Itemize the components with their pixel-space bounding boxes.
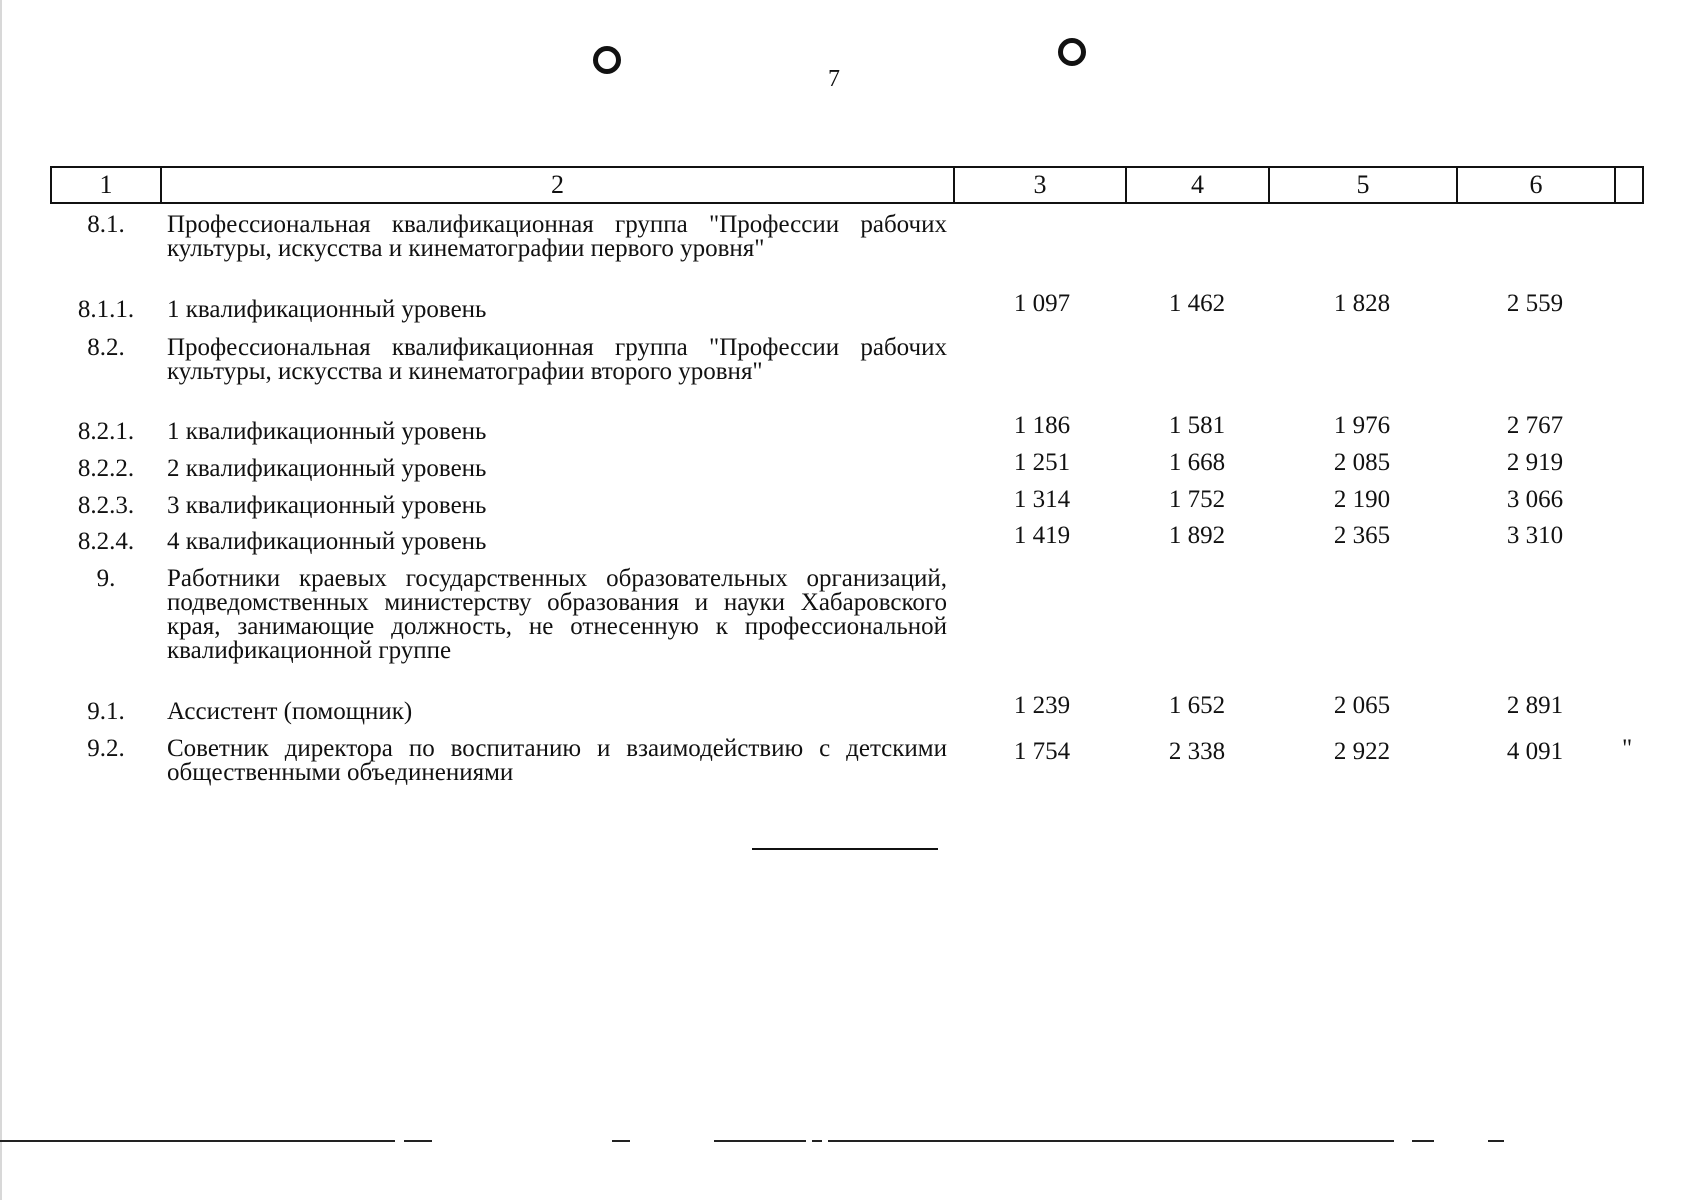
table-header — [50, 166, 1644, 204]
row-name: 3 квалификационный уровень — [167, 492, 487, 519]
page-number: 7 — [828, 66, 840, 92]
header-col-6: 6 — [1458, 168, 1616, 202]
row-name: 4 квалификационный уровень — [167, 528, 487, 555]
row-number: 9.2. — [87, 735, 125, 762]
value-col-3: 1 754 — [1013, 738, 1071, 765]
row-number: 8.2.1. — [77, 418, 135, 445]
value-col-3: 1 186 — [1013, 412, 1071, 439]
value-col-5: 1 828 — [1333, 290, 1391, 317]
value-col-6: 2 767 — [1506, 412, 1564, 439]
value-col-4: 1 652 — [1168, 692, 1226, 719]
value-col-4: 1 581 — [1168, 412, 1226, 439]
end-rule — [752, 848, 938, 850]
value-col-6: 4 091 — [1506, 738, 1564, 765]
value-col-5: 2 065 — [1333, 692, 1391, 719]
row-name: 1 квалификационный уровень — [167, 418, 487, 445]
scan-artifact-line — [612, 1140, 630, 1142]
value-col-4: 1 752 — [1168, 486, 1226, 513]
scan-artifact-line — [1488, 1140, 1504, 1142]
scan-artifact-line — [828, 1140, 1394, 1142]
value-col-6: 2 559 — [1506, 290, 1564, 317]
row-name: Профессиональная квалификационная группа "Профессии рабочих культуры, искусства и кинематографии второго уровня" — [167, 334, 947, 385]
value-col-5: 1 976 — [1333, 412, 1391, 439]
value-col-5: 2 190 — [1333, 486, 1391, 513]
row-name: Ассистент (помощник) — [167, 698, 413, 725]
value-col-6: 2 891 — [1506, 692, 1564, 719]
value-col-3: 1 419 — [1013, 522, 1071, 549]
row-number: 8.1.1. — [77, 296, 135, 323]
scan-artifact-line — [0, 1140, 395, 1142]
row-name: 1 квалификационный уровень — [167, 296, 487, 323]
value-col-3: 1 097 — [1013, 290, 1071, 317]
row-number: 9.1. — [87, 698, 125, 725]
header-col-3: 3 — [955, 168, 1127, 202]
value-col-4: 1 892 — [1168, 522, 1226, 549]
row-number: 8.2.2. — [77, 455, 135, 482]
header-col-5: 5 — [1270, 168, 1458, 202]
row-name: Профессиональная квалификационная группа "Профессии рабочих культуры, искусства и кинематографии первого уровня" — [167, 211, 947, 262]
value-col-3: 1 251 — [1013, 449, 1071, 476]
scan-artifact-line — [404, 1140, 432, 1142]
header-col-1: 1 — [52, 168, 162, 202]
scan-artifact-line — [812, 1140, 822, 1142]
value-col-5: 2 365 — [1333, 522, 1391, 549]
punch-hole-left — [593, 46, 621, 74]
closing-quote: " — [1622, 735, 1633, 762]
row-number: 8.2.4. — [77, 528, 135, 555]
row-number: 8.1. — [87, 211, 125, 238]
value-col-6: 3 066 — [1506, 486, 1564, 513]
row-name: Советник директора по воспитанию и взаимодействию с детскими общественными объединениями — [167, 735, 947, 786]
punch-hole-right — [1058, 38, 1086, 66]
scan-edge — [0, 0, 2, 1200]
row-number: 8.2. — [87, 334, 125, 361]
value-col-4: 1 462 — [1168, 290, 1226, 317]
value-col-5: 2 085 — [1333, 449, 1391, 476]
value-col-3: 1 239 — [1013, 692, 1071, 719]
row-number: 8.2.3. — [77, 492, 135, 519]
value-col-5: 2 922 — [1333, 738, 1391, 765]
header-col-7 — [1616, 168, 1642, 202]
value-col-4: 1 668 — [1168, 449, 1226, 476]
value-col-6: 3 310 — [1506, 522, 1564, 549]
value-col-4: 2 338 — [1168, 738, 1226, 765]
header-col-4: 4 — [1127, 168, 1270, 202]
scan-artifact-line — [714, 1140, 806, 1142]
scan-artifact-line — [1412, 1140, 1434, 1142]
value-col-6: 2 919 — [1506, 449, 1564, 476]
row-number: 9. — [96, 565, 116, 592]
value-col-3: 1 314 — [1013, 486, 1071, 513]
row-name: 2 квалификационный уровень — [167, 455, 487, 482]
row-name: Работники краевых государственных образовательных организаций, подведомственных министерству образования и науки Хабаровского края, занимающие должность, не отнесенную к профессиональной квалификационной группе — [167, 565, 947, 664]
header-col-2: 2 — [162, 168, 955, 202]
